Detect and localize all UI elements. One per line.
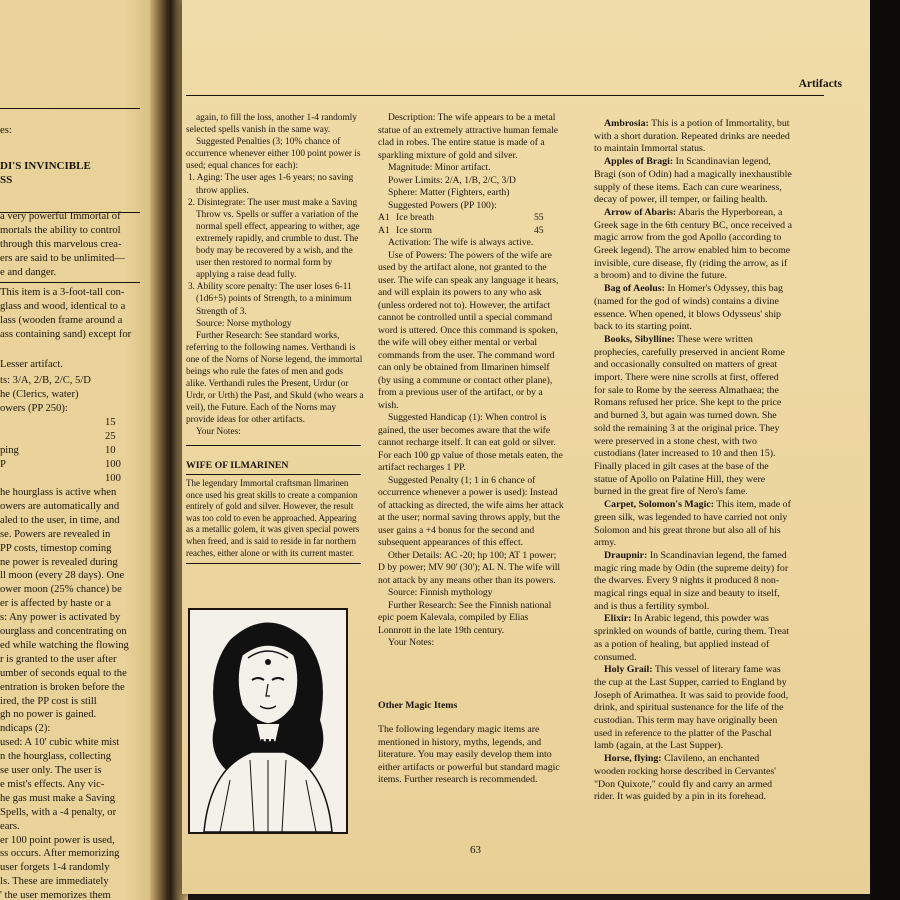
left-text-line: ndicaps (2):: [0, 723, 51, 735]
left-text-line: ourglass and concentrating on: [0, 626, 127, 637]
left-text-line: er 100 point power is used,: [0, 834, 115, 846]
left-text-line: ss occurs. After memorizing: [0, 848, 120, 860]
paragraph: Suggested Penalties (3; 10% chance of occurrence whenever either 100 point power is used; equal chances for each):: [186, 137, 361, 172]
left-text-line: gh no power is gained.: [0, 709, 97, 721]
rule: [0, 212, 140, 213]
header-rule: [186, 95, 824, 96]
item-name: Bag of Aeolus:: [604, 283, 665, 295]
background-edge: [870, 0, 900, 900]
woman-portrait-icon: [190, 610, 346, 832]
item-name: Carpet, Solomon's Magic:: [604, 499, 714, 511]
rule: [0, 108, 140, 109]
item-description: In Scandinavian legend, the famed magic ring made by Odin (the supreme deity) for the dwarves. Every 9 nights it produced 8 non-magical rings equal in size and beauty to itself, and is thus a fertility symbol.: [594, 549, 789, 612]
item-description: In Arabic legend, this powder was sprinkled on wounds of battle, curing them. Treat as a potion of healing, but applied instead of consumed.: [594, 613, 790, 663]
section-rule: [186, 445, 361, 446]
item-name: Apples of Bragi:: [604, 156, 674, 168]
magic-item-entry: [594, 550, 792, 614]
right-page: [182, 0, 870, 894]
paragraph: Suggested Penalty (1; 1 in 6 chance of occurrence whenever a power is used): Instead of attacking as directed, the wife aims her attack at the user; normal saving throws apply, but the user gains a +4 bonus for the second and subsequent appearances of this effect.: [378, 474, 564, 548]
left-text-line: mortals the ability to control: [0, 225, 121, 236]
item-name: Holy Grail:: [604, 664, 653, 676]
column-1: [186, 112, 364, 568]
item-description: This is a potion of Immortality, but with a short duration. Repeated drinks are needed to maintain Immortal status.: [594, 118, 790, 155]
left-text-line: aled to the user, in time, and: [0, 514, 120, 526]
power-row: A1 Ice breath 55: [378, 212, 544, 223]
left-text-line: entration is broken before the: [0, 681, 125, 693]
item-name: Arrow of Abaris:: [604, 206, 677, 218]
left-text-line: se. Powers are revealed in: [0, 528, 111, 540]
magic-item-entry: [594, 118, 792, 156]
paragraph: Further Research: See the Finnish national epic poem Kalevala, compiled by Elias Lonnrott in the late 19th century.: [378, 599, 552, 636]
left-text-line: through this marvelous crea-: [0, 239, 122, 250]
paragraph: Further Research: See standard works, referring to the following names. Verthandi is one of the Norns of Norse legend, the immortal beings who rule the fates of men and gods alike. Verthandi rules the Present, Urdur (or Urdr, or Urth) the Past, and Skuld (who wears a veil), the Future. Each of the Norns may provide ideas for other artifacts.: [186, 330, 364, 426]
magic-item-entry: [594, 753, 792, 804]
left-text-line: 10: [105, 445, 116, 456]
item-description: This vessel of literary fame was the cup at the Last Supper, carried to England by Joseph of Arimathea. It was said to provide food, drink, and spiritual sustenance for the life of the custodian. This term may have originally been used in reference to the platter of the Paschal lamb (again, at the Last Supper).: [594, 664, 789, 752]
left-text-line: DI'S INVINCIBLE: [0, 160, 91, 172]
paragraph: Sphere: Matter (Fighters, earth): [388, 187, 510, 198]
column-3: [594, 118, 792, 804]
left-text-line: This item is a 3-foot-tall con-: [0, 287, 125, 298]
item-description: This item, made of green silk, was legended to have carried not only Solomon and his great throne but also all of his army.: [594, 499, 791, 549]
paragraph: Suggested Handicap (1): When control is gained, the user becomes aware that the wife cannot recharge itself. It can eat gold or silver. For each 100 gp value of those metals eaten, the artifact recharges 1 PP.: [378, 412, 563, 473]
left-text-line: ' the user memorizes them: [0, 890, 111, 900]
magic-item-entry: [594, 334, 792, 499]
left-text-line: ired, the PP cost is still: [0, 695, 97, 707]
item-description: In Homer's Odyssey, this bag (named for the god of winds) contains a divine essence. When opened, it blows Odysseus' ship back to its starting point.: [594, 283, 783, 333]
left-text-line: 25: [105, 431, 116, 442]
left-text-line: he (Clerics, water): [0, 389, 79, 400]
left-text-line: glass and wood, identical to a: [0, 301, 126, 312]
left-text-line: n the hourglass, collecting: [0, 751, 112, 763]
item-description: These were written prophecies, carefully preserved in ancient Rome and occasionally consulted on matters of great import. There were nine scrolls at first, offered for sale to Rome by the seeress Almathaea; the Romans refused her price. She kept to the price and burned 3, but again was turned down. She sold the remaining 3 at the original price. They were preserved in a stone chest, with two custodians (later increased to 10 and then 15). Finally placed in gilt cases at the base of the statue of Apollo on Palatine Hill, they were burned in the great fire of Nero's fame.: [594, 333, 785, 498]
rule: [0, 282, 140, 283]
paragraph: Your Notes:: [196, 427, 241, 438]
left-text-line: e and danger.: [0, 267, 57, 278]
paragraph: Description: The wife appears to be a metal statue of an extremely attractive human female clad in robes. The entire statue is made of a sparkling mixture of gold and silver.: [378, 112, 559, 161]
power-row: A1 Ice storm 45: [378, 224, 544, 236]
paragraph: Magnitude: Minor artifact.: [388, 162, 491, 173]
paragraph: 3. Ability score penalty: The user loses 6-11 (1d6+5) points of Strength, to a minimum Strength of 3.: [188, 282, 352, 317]
left-text-line: ls. These are immediately: [0, 876, 109, 888]
left-text-line: e mist's effects. Any vic-: [0, 778, 105, 790]
magic-item-entry: [594, 664, 792, 753]
left-text-line: es:: [0, 125, 12, 136]
left-text-line: lass (wooden frame around a: [0, 315, 123, 326]
paragraph: Other Details: AC -20; hp 100; AT 1 power; D by power; MV 90' (30'); AL N. The wife will not attack by any means other than its powers.: [378, 549, 561, 586]
section-rule: [186, 563, 361, 564]
paragraph: Your Notes:: [388, 637, 435, 648]
column-2: [378, 112, 564, 787]
paragraph: Activation: The wife is always active.: [388, 237, 534, 248]
left-text-line: owers (PP 250):: [0, 403, 68, 414]
left-text-line: 100: [105, 473, 121, 484]
item-description: In Scandinavian legend, Bragi (son of Odin) had a magically inexhaustible supply of these items. Each can cure weariness, decay of power, ill temper, or failing health.: [594, 156, 792, 206]
left-text-line: ers are said to be unlimited—: [0, 253, 126, 264]
magic-item-entry: [594, 613, 792, 664]
paragraph: Source: Norse mythology: [196, 318, 292, 329]
left-text-line: used: A 10' cubic white mist: [0, 737, 120, 749]
item-name: Horse, flying:: [604, 753, 662, 765]
left-text-line: ed while watching the flowing: [0, 639, 129, 651]
left-text-line: ass containing sand) except for: [0, 329, 132, 340]
left-text-line: se user only. The user is: [0, 765, 102, 776]
left-text-line: r is granted to the user after: [0, 653, 117, 665]
left-text-line: PP costs, timestop coming: [0, 542, 112, 554]
item-name: Draupnir:: [604, 549, 648, 561]
page-header: Artifacts: [798, 78, 842, 90]
left-text-line: Lesser artifact.: [0, 359, 63, 370]
magic-item-entry: [594, 156, 792, 207]
left-text-line: ping: [0, 445, 19, 456]
paragraph: Suggested Powers (PP 100):: [388, 199, 497, 211]
magic-item-entry: [594, 499, 792, 550]
section-title: Other Magic Items: [378, 699, 458, 711]
paragraph: 2. Disintegrate: The user must make a Saving Throw vs. Spells or suffer a variation of the normal spell effect, appearing to wither, age extremely rapidly, and crumble to dust. The body may be recovered by a wish, and the user then restored to normal form by applying a raise dead fully.: [188, 197, 360, 281]
left-text-line: ll moon (every 28 days). One: [0, 570, 125, 582]
item-name: Ambrosia:: [604, 118, 649, 129]
left-text-line: P: [0, 459, 6, 470]
page-number: 63: [470, 844, 481, 856]
paragraph: Power Limits: 2/A, 1/B, 2/C, 3/D: [388, 174, 516, 186]
left-text-line: Spells, with a -4 penalty, or: [0, 806, 117, 818]
item-description: Abaris the Hyperborean, a Greek sage in the 6th century BC, once received a magic arrow from the god Apollo (according to Greek legend). The arrow enabled him to become invisible, cure disease, fly (riding the arrow, as if a broom) and to divine the future.: [594, 206, 792, 282]
left-text-line: er is affected by haste or a: [0, 598, 111, 610]
left-text-line: s: Any power is activated by: [0, 612, 121, 624]
illustration-wife-of-ilmarinen: [188, 608, 348, 834]
paragraph: The following legendary magic items are mentioned in history, myths, legends, and literature. You may easily develop them into either artifacts or powerful but standard magic items. Further research is recommended.: [378, 724, 560, 786]
left-text-line: ne power is revealed during: [0, 556, 118, 568]
left-text-line: umber of seconds equal to the: [0, 667, 127, 679]
left-text-line: ears.: [0, 820, 20, 832]
left-text-line: 100: [105, 459, 121, 470]
left-text-line: he gas must make a Saving: [0, 792, 116, 804]
left-text-line: ower moon (25% chance) be: [0, 584, 122, 596]
section-rule: [186, 474, 361, 475]
paragraph: Source: Finnish mythology: [388, 587, 493, 598]
left-text-line: user forgets 1-4 randomly: [0, 862, 110, 874]
paragraph: 1. Aging: The user ages 1-6 years; no saving throw applies.: [188, 173, 354, 196]
left-text-line: owers are automatically and: [0, 500, 120, 512]
item-description: Clavileno, an enchanted wooden rocking horse described in Cervantes' "Don Quixote," could fly and carry an armed rider. It was guided by a pin in its forehead.: [594, 753, 776, 803]
intro-text: The legendary Immortal craftsman Ilmarinen once used his great skills to create a companion entirely of gold and silver. However, the result was too cold to even be approached. Appearing as a metallic golem, it was given special powers when freed, and is said to reside in far northern reaches, either alone or with its current master.: [186, 478, 360, 558]
left-text-line: ts: 3/A, 2/B, 2/C, 5/D: [0, 375, 91, 386]
item-name: Elixir:: [604, 613, 632, 625]
item-name: Books, Sibylline:: [604, 333, 675, 345]
magic-item-entry: [594, 207, 792, 283]
left-text-line: 15: [105, 417, 116, 428]
left-text-line: SS: [0, 174, 13, 186]
paragraph: Use of Powers: The powers of the wife are used by the artifact alone, not granted to the user. The wife can speak any language it hears, and will explain its powers to any who ask (unless ordered not to). However, the artifact cannot be controlled until a special command word is uttered. Once this command is spoken, the wife will obey either mental or verbal commands from the user. The command word can only be obtained from Ilmarinen himself (by using a commune or contact other plane), from a previous user of the artifact, or by a wish.: [378, 249, 559, 411]
magic-item-entry: [594, 283, 792, 334]
section-title: WIFE OF ILMARINEN: [186, 459, 289, 471]
left-text-line: he hourglass is active when: [0, 487, 117, 498]
left-text-line: a very powerful Immortal of: [0, 211, 121, 222]
paragraph: again, to fill the loss, another 1-4 randomly selected spells vanish in the same way.: [186, 113, 357, 136]
